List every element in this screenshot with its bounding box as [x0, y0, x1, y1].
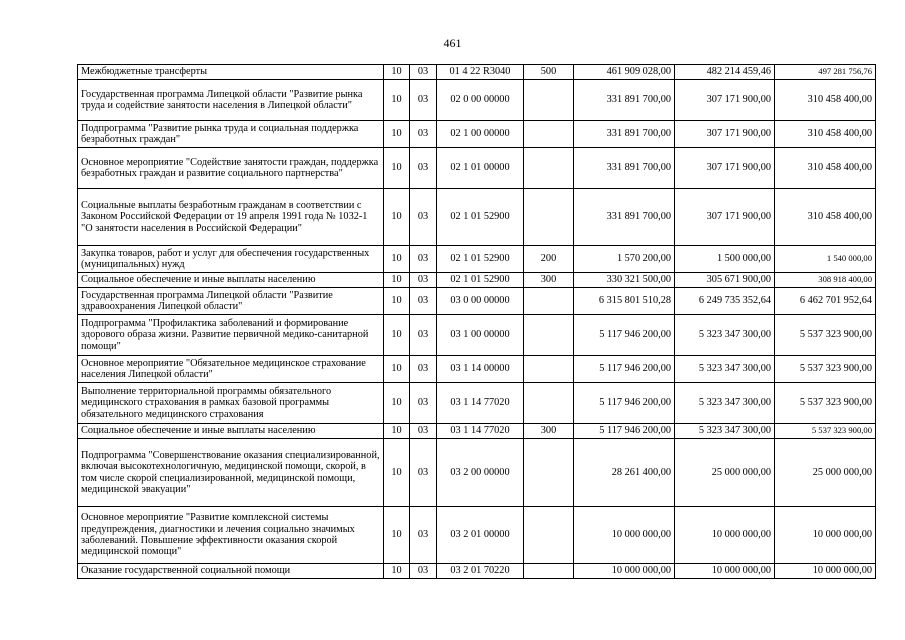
amount-year-2-cell: 5 323 347 300,00 — [675, 315, 775, 356]
table-row — [78, 288, 876, 315]
table-row — [78, 315, 876, 356]
target-code-cell: 03 1 14 77020 — [437, 383, 524, 424]
amount-year-2-cell: 305 671 900,00 — [675, 273, 775, 288]
amount-year-1-cell: 1 570 200,00 — [574, 246, 675, 273]
row-name-cell: Государственная программа Липецкой области "Развитие рынка труда и содействие занятости населения в Липецкой области" — [78, 80, 384, 121]
subsection-cell: 03 — [410, 121, 437, 148]
amount-year-2-cell: 5 323 347 300,00 — [675, 383, 775, 424]
table-row — [78, 273, 876, 288]
section-cell: 10 — [384, 273, 410, 288]
section-cell: 10 — [384, 564, 410, 579]
target-code-cell: 03 1 00 00000 — [437, 315, 524, 356]
subsection-cell: 03 — [410, 148, 437, 189]
table-row — [78, 424, 876, 439]
subsection-cell: 03 — [410, 273, 437, 288]
amount-year-3-cell: 310 458 400,00 — [775, 148, 876, 189]
expense-type-cell — [524, 148, 574, 189]
row-name-cell: Подпрограмма "Профилактика заболеваний и формирование здорового образа жизни. Развитие первичной медико-санитарной помощи" — [78, 315, 384, 356]
amount-year-1-cell: 5 117 946 200,00 — [574, 383, 675, 424]
row-name-cell: Государственная программа Липецкой области "Развитие здравоохранения Липецкой области" — [78, 288, 384, 315]
row-name-cell: Социальное обеспечение и иные выплаты населению — [78, 273, 384, 288]
subsection-cell: 03 — [410, 564, 437, 579]
amount-year-1-cell: 331 891 700,00 — [574, 189, 675, 246]
table-row — [78, 121, 876, 148]
amount-year-1-cell: 331 891 700,00 — [574, 80, 675, 121]
amount-year-1-cell: 331 891 700,00 — [574, 148, 675, 189]
amount-year-3-cell: 5 537 323 900,00 — [775, 356, 876, 383]
budget-table — [77, 64, 876, 579]
amount-year-1-cell: 5 117 946 200,00 — [574, 315, 675, 356]
target-code-cell: 02 1 00 00000 — [437, 121, 524, 148]
row-name-cell: Межбюджетные трансферты — [78, 65, 384, 80]
section-cell: 10 — [384, 121, 410, 148]
expense-type-cell: 500 — [524, 65, 574, 80]
expense-type-cell — [524, 564, 574, 579]
table-row — [78, 189, 876, 246]
section-cell: 10 — [384, 148, 410, 189]
target-code-cell: 03 2 01 00000 — [437, 507, 524, 564]
subsection-cell: 03 — [410, 288, 437, 315]
amount-year-2-cell: 1 500 000,00 — [675, 246, 775, 273]
amount-year-1-cell: 10 000 000,00 — [574, 564, 675, 579]
table-row — [78, 564, 876, 579]
subsection-cell: 03 — [410, 424, 437, 439]
subsection-cell: 03 — [410, 80, 437, 121]
amount-year-3-cell: 5 537 323 900,00 — [775, 424, 876, 439]
target-code-cell: 03 2 01 70220 — [437, 564, 524, 579]
section-cell: 10 — [384, 189, 410, 246]
amount-year-3-cell: 10 000 000,00 — [775, 564, 876, 579]
section-cell: 10 — [384, 315, 410, 356]
subsection-cell: 03 — [410, 315, 437, 356]
expense-type-cell — [524, 356, 574, 383]
subsection-cell: 03 — [410, 189, 437, 246]
expense-type-cell — [524, 383, 574, 424]
expense-type-cell — [524, 80, 574, 121]
section-cell: 10 — [384, 246, 410, 273]
section-cell: 10 — [384, 424, 410, 439]
subsection-cell: 03 — [410, 507, 437, 564]
row-name-cell: Подпрограмма "Развитие рынка труда и социальная поддержка безработных граждан" — [78, 121, 384, 148]
table-row — [78, 80, 876, 121]
table-row — [78, 65, 876, 80]
expense-type-cell: 300 — [524, 424, 574, 439]
subsection-cell: 03 — [410, 246, 437, 273]
table-row — [78, 356, 876, 383]
section-cell: 10 — [384, 383, 410, 424]
amount-year-1-cell: 28 261 400,00 — [574, 439, 675, 507]
table-row — [78, 148, 876, 189]
table-row — [78, 507, 876, 564]
amount-year-1-cell: 461 909 028,00 — [574, 65, 675, 80]
target-code-cell: 02 1 01 52900 — [437, 273, 524, 288]
amount-year-1-cell: 5 117 946 200,00 — [574, 424, 675, 439]
target-code-cell: 03 2 00 00000 — [437, 439, 524, 507]
target-code-cell: 03 1 14 77020 — [437, 424, 524, 439]
row-name-cell: Социальные выплаты безработным гражданам в соответствии с Законом Российской Федерации от 19 апреля 1991 года № 1032-1 "О занятости населения в Российской Федерации" — [78, 189, 384, 246]
amount-year-3-cell: 10 000 000,00 — [775, 507, 876, 564]
expense-type-cell — [524, 288, 574, 315]
amount-year-3-cell: 5 537 323 900,00 — [775, 315, 876, 356]
target-code-cell: 01 4 22 R3040 — [437, 65, 524, 80]
target-code-cell: 02 0 00 00000 — [437, 80, 524, 121]
amount-year-2-cell: 6 249 735 352,64 — [675, 288, 775, 315]
target-code-cell: 03 1 14 00000 — [437, 356, 524, 383]
amount-year-2-cell: 5 323 347 300,00 — [675, 424, 775, 439]
page-number: 461 — [443, 36, 462, 50]
table-row — [78, 246, 876, 273]
amount-year-3-cell: 497 281 756,76 — [775, 65, 876, 80]
subsection-cell: 03 — [410, 65, 437, 80]
amount-year-2-cell: 25 000 000,00 — [675, 439, 775, 507]
expense-type-cell: 300 — [524, 273, 574, 288]
amount-year-1-cell: 5 117 946 200,00 — [574, 356, 675, 383]
subsection-cell: 03 — [410, 439, 437, 507]
amount-year-3-cell: 310 458 400,00 — [775, 80, 876, 121]
table-row — [78, 383, 876, 424]
amount-year-3-cell: 6 462 701 952,64 — [775, 288, 876, 315]
section-cell: 10 — [384, 65, 410, 80]
amount-year-2-cell: 10 000 000,00 — [675, 507, 775, 564]
amount-year-1-cell: 331 891 700,00 — [574, 121, 675, 148]
section-cell: 10 — [384, 439, 410, 507]
amount-year-3-cell: 310 458 400,00 — [775, 189, 876, 246]
subsection-cell: 03 — [410, 383, 437, 424]
target-code-cell: 03 0 00 00000 — [437, 288, 524, 315]
table-row — [78, 439, 876, 507]
section-cell: 10 — [384, 507, 410, 564]
target-code-cell: 02 1 01 52900 — [437, 246, 524, 273]
amount-year-1-cell: 10 000 000,00 — [574, 507, 675, 564]
row-name-cell: Закупка товаров, работ и услуг для обеспечения государственных (муниципальных) нужд — [78, 246, 384, 273]
amount-year-1-cell: 6 315 801 510,28 — [574, 288, 675, 315]
row-name-cell: Социальное обеспечение и иные выплаты населению — [78, 424, 384, 439]
expense-type-cell — [524, 315, 574, 356]
amount-year-2-cell: 10 000 000,00 — [675, 564, 775, 579]
row-name-cell: Оказание государственной социальной помощи — [78, 564, 384, 579]
amount-year-2-cell: 307 171 900,00 — [675, 121, 775, 148]
row-name-cell: Подпрограмма "Совершенствование оказания специализированной, включая высокотехнологичную, медицинской помощи, скорой, в том числе скорой специализированной, медицинской помощи, медицинской эвакуации" — [78, 439, 384, 507]
amount-year-3-cell: 5 537 323 900,00 — [775, 383, 876, 424]
section-cell: 10 — [384, 356, 410, 383]
target-code-cell: 02 1 01 00000 — [437, 148, 524, 189]
expense-type-cell — [524, 121, 574, 148]
table-body — [78, 65, 876, 579]
amount-year-2-cell: 307 171 900,00 — [675, 189, 775, 246]
subsection-cell: 03 — [410, 356, 437, 383]
row-name-cell: Основное мероприятие "Развитие комплексной системы предупреждения, диагностики и лечения социально значимых заболеваний. Повышение эффективности оказания скорой медицинской помощи" — [78, 507, 384, 564]
amount-year-3-cell: 308 918 400,00 — [775, 273, 876, 288]
expense-type-cell: 200 — [524, 246, 574, 273]
amount-year-2-cell: 482 214 459,46 — [675, 65, 775, 80]
amount-year-2-cell: 307 171 900,00 — [675, 80, 775, 121]
expense-type-cell — [524, 507, 574, 564]
row-name-cell: Основное мероприятие "Содействие занятости граждан, поддержка безработных граждан и развитие социального партнерства" — [78, 148, 384, 189]
amount-year-2-cell: 5 323 347 300,00 — [675, 356, 775, 383]
row-name-cell: Выполнение территориальной программы обязательного медицинского страхования в рамках базовой программы обязательного медицинского страхования — [78, 383, 384, 424]
section-cell: 10 — [384, 288, 410, 315]
amount-year-2-cell: 307 171 900,00 — [675, 148, 775, 189]
expense-type-cell — [524, 189, 574, 246]
row-name-cell: Основное мероприятие "Обязательное медицинское страхование населения Липецкой области" — [78, 356, 384, 383]
section-cell: 10 — [384, 80, 410, 121]
amount-year-3-cell: 1 540 000,00 — [775, 246, 876, 273]
target-code-cell: 02 1 01 52900 — [437, 189, 524, 246]
amount-year-1-cell: 330 321 500,00 — [574, 273, 675, 288]
amount-year-3-cell: 310 458 400,00 — [775, 121, 876, 148]
amount-year-3-cell: 25 000 000,00 — [775, 439, 876, 507]
expense-type-cell — [524, 439, 574, 507]
